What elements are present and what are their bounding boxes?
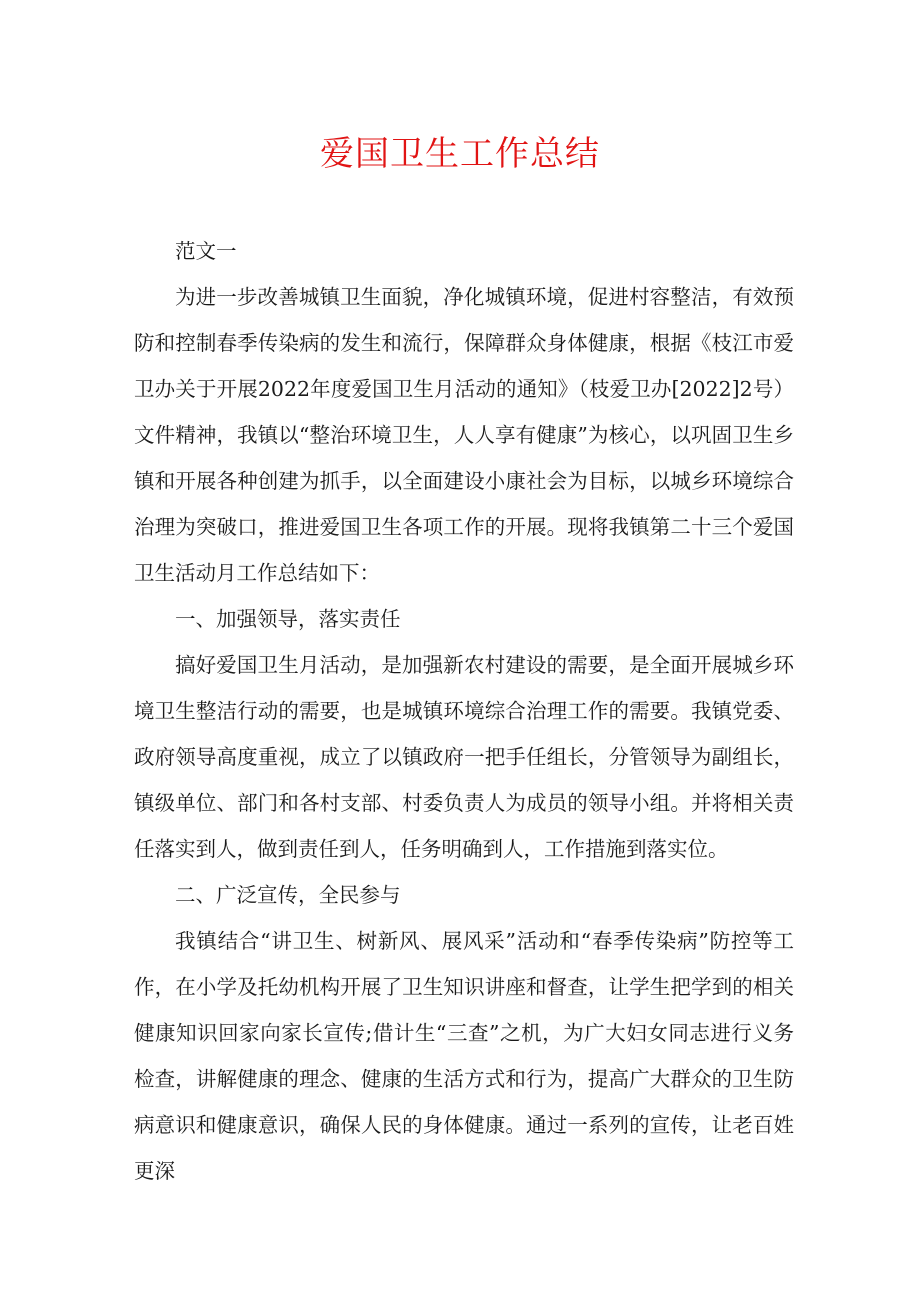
section-label: 范文一 bbox=[175, 239, 237, 263]
document-body bbox=[134, 228, 794, 1194]
section-heading-1: 一、加强领导，落实责任 bbox=[175, 607, 401, 631]
paragraph-section-2: 我镇结合“讲卫生、树新风、展风采”活动和“春季传染病”防控等工作，在小学及托幼机构开展了卫生知识讲座和督查，让学生把学到的相关健康知识回家向家长宣传;借计生“三查”之机，为广大妇女同志进行义务检查，讲解健康的理念、健康的生活方式和行为，提高广大群众的卫生防病意识和健康意识，确保人民的身体健康。通过一系列的宣传，让老百姓更深 bbox=[134, 929, 794, 1183]
paragraph-section-1: 搞好爱国卫生月活动，是加强新农村建设的需要，是全面开展城乡环境卫生整洁行动的需要，也是城镇环境综合治理工作的需要。我镇党委、政府领导高度重视，成立了以镇政府一把手任组长，分管领导为副组长，镇级单位、部门和各村支部、村委负责人为成员的领导小组。并将相关责任落实到人，做到责任到人，任务明确到人，工作措施到落实位。 bbox=[134, 653, 794, 861]
paragraph-intro: 为进一步改善城镇卫生面貌，净化城镇环境，促进村容整洁，有效预防和控制春季传染病的发生和流行，保障群众身体健康，根据《枝江市爱卫办关于开展2022年度爱国卫生月活动的通知》（枝爱卫办[2022]2号）文件精神，我镇以“整治环境卫生，人人享有健康”为核心，以巩固卫生乡镇和开展各种创建为抓手，以全面建设小康社会为目标，以城乡环境综合治理为突破口，推进爱国卫生各项工作的开展。现将我镇第二十三个爱国卫生活动月工作总结如下： bbox=[134, 285, 794, 585]
section-heading-2: 二、广泛宣传，全民参与 bbox=[175, 883, 401, 907]
document-title: 爱国卫生工作总结 bbox=[320, 134, 600, 174]
